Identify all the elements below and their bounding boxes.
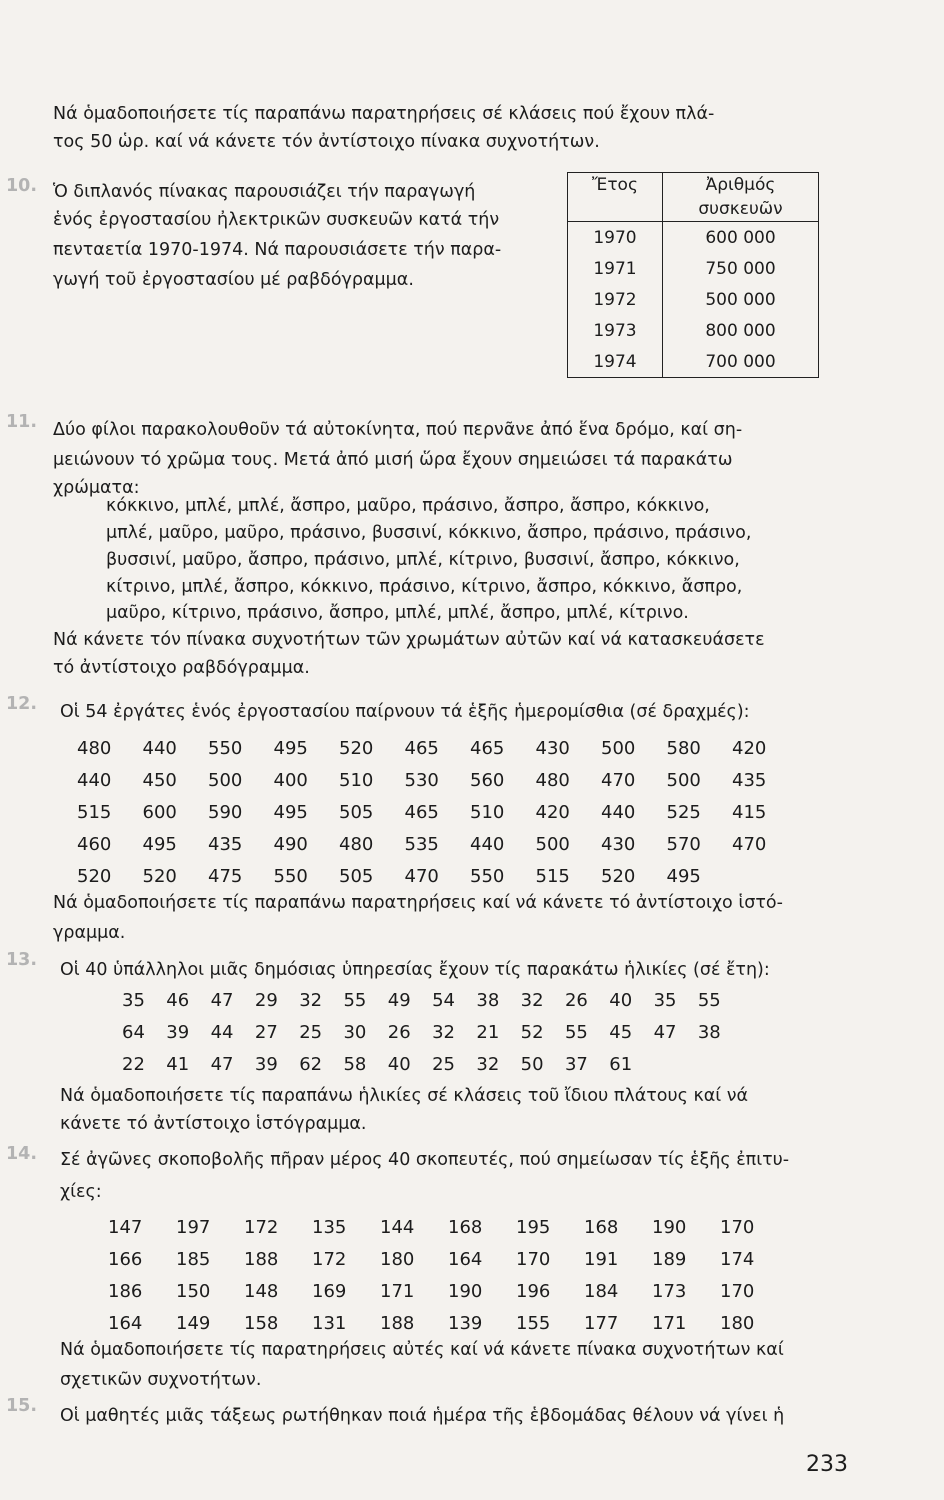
grid-value: 180 xyxy=(720,1313,755,1334)
grid-value: 495 xyxy=(142,834,177,855)
grid-value: 440 xyxy=(142,738,177,759)
grid-value: 475 xyxy=(208,866,243,887)
grid-value: 174 xyxy=(720,1249,755,1270)
table-row: 1974 700 000 xyxy=(568,346,819,378)
grid-value: 32 xyxy=(432,1022,455,1043)
grid-value: 135 xyxy=(312,1217,347,1238)
grid-value: 600 xyxy=(142,802,177,823)
grid-value: 415 xyxy=(732,802,767,823)
grid-value: 148 xyxy=(244,1281,279,1302)
grid-value: 26 xyxy=(387,1022,411,1043)
grid-value: 560 xyxy=(470,770,505,791)
grid-value: 470 xyxy=(404,866,439,887)
grid-row xyxy=(77,765,798,797)
grid-value: 170 xyxy=(720,1281,755,1302)
grid-value: 171 xyxy=(380,1281,415,1302)
color-list-line: κόκκινο, μπλέ, μπλέ, ἄσπρο, μαῦρο, πράσινο, ἄσπρο, ἄσπρο, κόκκινο, xyxy=(106,496,710,516)
exercise-13-number: 13. xyxy=(6,950,38,970)
grid-value: 131 xyxy=(312,1313,347,1334)
grid-value: 172 xyxy=(244,1217,279,1238)
grid-value: 35 xyxy=(122,990,145,1011)
grid-value: 490 xyxy=(273,834,308,855)
grid-value: 400 xyxy=(273,770,308,791)
page-number: 233 xyxy=(806,1452,848,1477)
grid-row xyxy=(108,1276,788,1308)
grid-value: 55 xyxy=(697,990,721,1011)
grid-value: 520 xyxy=(77,866,112,887)
ex11-line-2: μειώνουν τό χρῶμα τους. Μετά ἀπό μισή ὥρα ἔχουν σημειώσει τά παρακάτω xyxy=(53,450,733,470)
grid-value: 450 xyxy=(142,770,177,791)
grid-value: 590 xyxy=(208,802,243,823)
grid-value: 38 xyxy=(476,990,500,1011)
grid-value: 435 xyxy=(208,834,243,855)
ex11-outro-1: Νά κάνετε τόν πίνακα συχνοτήτων τῶν χρωμάτων αὐτῶν καί νά κατασκευάσετε xyxy=(53,630,765,650)
grid-value: 470 xyxy=(732,834,767,855)
grid-value: 39 xyxy=(254,1054,278,1075)
exercise-10-number: 10. xyxy=(6,176,38,196)
grid-value: 25 xyxy=(299,1022,323,1043)
grid-value: 197 xyxy=(176,1217,211,1238)
ex10-line-1: Ὁ διπλανός πίνακας παρουσιάζει τήν παραγωγή xyxy=(53,182,476,202)
grid-value: 520 xyxy=(601,866,636,887)
intro-line-1: Νά ὁμαδοποιήσετε τίς παραπάνω παρατηρήσεις σέ κλάσεις πού ἔχουν πλά- xyxy=(53,104,715,124)
grid-value: 170 xyxy=(720,1217,755,1238)
grid-value: 164 xyxy=(448,1249,483,1270)
ex13-outro-2: κάνετε τό ἀντίστοιχο ἱστόγραμμα. xyxy=(60,1114,367,1134)
grid-value: 550 xyxy=(470,866,505,887)
grid-value: 195 xyxy=(516,1217,551,1238)
exercise-12-number: 12. xyxy=(6,694,38,714)
grid-value: 25 xyxy=(432,1054,455,1075)
grid-value: 55 xyxy=(343,990,367,1011)
grid-value: 22 xyxy=(122,1054,145,1075)
grid-value: 29 xyxy=(254,990,278,1011)
grid-row xyxy=(77,829,798,861)
grid-value: 177 xyxy=(584,1313,619,1334)
grid-value: 191 xyxy=(584,1249,619,1270)
ex10-line-2: ἑνός ἐργοστασίου ἠλεκτρικῶν συσκευῶν κατά τήν xyxy=(53,210,500,230)
grid-value: 465 xyxy=(470,738,505,759)
grid-value: 460 xyxy=(77,834,112,855)
grid-value: 149 xyxy=(176,1313,211,1334)
grid-value: 64 xyxy=(122,1022,145,1043)
grid-value: 38 xyxy=(697,1022,721,1043)
grid-value: 495 xyxy=(273,802,308,823)
ages-grid xyxy=(122,985,742,1081)
grid-value: 495 xyxy=(273,738,308,759)
ex11-outro-2: τό ἀντίστοιχο ραβδόγραμμα. xyxy=(53,658,310,678)
grid-value: 440 xyxy=(77,770,112,791)
grid-row xyxy=(122,1017,742,1049)
grid-value: 580 xyxy=(666,738,701,759)
grid-value: 166 xyxy=(108,1249,143,1270)
grid-value: 150 xyxy=(176,1281,211,1302)
table-row: 1972 500 000 xyxy=(568,284,819,315)
grid-value: 50 xyxy=(520,1054,544,1075)
grid-value: 168 xyxy=(584,1217,619,1238)
grid-value: 430 xyxy=(601,834,636,855)
grid-value: 465 xyxy=(404,738,439,759)
grid-value: 173 xyxy=(652,1281,687,1302)
grid-value: 169 xyxy=(312,1281,347,1302)
color-list-line: κίτρινο, μπλέ, ἄσπρο, κόκκινο, πράσινο, κίτρινο, ἄσπρο, κόκκινο, ἄσπρο, xyxy=(106,577,743,597)
grid-row xyxy=(108,1308,788,1340)
ex12-outro-1: Νά ὁμαδοποιήσετε τίς παραπάνω παρατηρήσεις καί νά κάνετε τό ἀντίστοιχο ἱστό- xyxy=(53,893,783,913)
grid-row xyxy=(108,1212,788,1244)
grid-value: 32 xyxy=(476,1054,500,1075)
grid-value: 155 xyxy=(516,1313,551,1334)
grid-value: 550 xyxy=(273,866,308,887)
grid-value: 168 xyxy=(448,1217,483,1238)
table-header-count-1: Ἀριθμός xyxy=(663,173,819,198)
grid-value: 26 xyxy=(564,990,588,1011)
grid-value: 550 xyxy=(208,738,243,759)
grid-value: 184 xyxy=(584,1281,619,1302)
grid-value: 465 xyxy=(404,802,439,823)
grid-value: 190 xyxy=(652,1217,687,1238)
grid-value: 520 xyxy=(142,866,177,887)
grid-value: 139 xyxy=(448,1313,483,1334)
grid-value: 32 xyxy=(299,990,323,1011)
grid-value: 480 xyxy=(339,834,374,855)
grid-row xyxy=(77,861,798,893)
grid-value: 37 xyxy=(564,1054,588,1075)
grid-value: 435 xyxy=(732,770,767,791)
ex12-intro: Οἱ 54 ἐργάτες ἑνός ἐργοστασίου παίρνουν τά ἑξῆς ἡμερομίσθια (σέ δραχμές): xyxy=(60,702,750,722)
grid-row xyxy=(122,1049,742,1081)
ex13-outro-1: Νά ὁμαδοποιήσετε τίς παραπάνω ἡλικίες σέ κλάσεις τοῦ ἴδιου πλάτους καί νά xyxy=(60,1086,749,1106)
grid-value: 510 xyxy=(339,770,374,791)
grid-value: 495 xyxy=(666,866,701,887)
color-list-line: μπλέ, μαῦρο, μαῦρο, πράσινο, βυσσινί, κόκκινο, ἄσπρο, πράσινο, πράσινο, xyxy=(106,523,752,543)
grid-value: 172 xyxy=(312,1249,347,1270)
grid-value: 27 xyxy=(254,1022,278,1043)
table-header-year: Ἔτος xyxy=(568,173,663,198)
grid-value: 40 xyxy=(387,1054,411,1075)
exercise-15-number: 15. xyxy=(6,1396,38,1416)
grid-value: 185 xyxy=(176,1249,211,1270)
grid-row xyxy=(77,733,798,765)
grid-value: 520 xyxy=(339,738,374,759)
ex14-outro-2: σχετικῶν συχνοτήτων. xyxy=(60,1370,262,1390)
exercise-14-number: 14. xyxy=(6,1144,38,1164)
grid-value: 570 xyxy=(666,834,701,855)
grid-value: 55 xyxy=(564,1022,588,1043)
color-list-line: μαῦρο, κίτρινο, πράσινο, ἄσπρο, μπλέ, μπλέ, ἄσπρο, μπλέ, κίτρινο. xyxy=(106,603,689,623)
table-row: 1971 750 000 xyxy=(568,253,819,284)
grid-value: 47 xyxy=(653,1022,677,1043)
grid-value: 58 xyxy=(343,1054,367,1075)
grid-value: 189 xyxy=(652,1249,687,1270)
table-header-count-2: συσκευῶν xyxy=(663,197,819,222)
grid-value: 30 xyxy=(343,1022,367,1043)
grid-value: 47 xyxy=(210,1054,234,1075)
ex14-intro-1: Σέ ἀγῶνες σκοποβολῆς πῆραν μέρος 40 σκοπευτές, πού σημείωσαν τίς ἑξῆς ἐπιτυ- xyxy=(60,1150,790,1170)
grid-value: 171 xyxy=(652,1313,687,1334)
grid-value: 510 xyxy=(470,802,505,823)
grid-value: 480 xyxy=(77,738,112,759)
ex10-line-4: γωγή τοῦ ἐργοστασίου μέ ραβδόγραμμα. xyxy=(53,270,414,290)
grid-value: 170 xyxy=(516,1249,551,1270)
grid-value: 470 xyxy=(601,770,636,791)
grid-value: 180 xyxy=(380,1249,415,1270)
grid-value: 440 xyxy=(470,834,505,855)
ex11-line-1: Δύο φίλοι παρακολουθοῦν τά αὐτοκίνητα, πού περνᾶνε ἀπό ἕνα δρόμο, καί ση- xyxy=(53,420,743,440)
grid-value: 500 xyxy=(601,738,636,759)
grid-value: 45 xyxy=(609,1022,633,1043)
grid-value: 196 xyxy=(516,1281,551,1302)
grid-value: 47 xyxy=(210,990,234,1011)
grid-value: 158 xyxy=(244,1313,279,1334)
grid-value: 515 xyxy=(535,866,570,887)
grid-value: 52 xyxy=(520,1022,544,1043)
grid-value: 420 xyxy=(732,738,767,759)
color-list-line: βυσσινί, μαῦρο, ἄσπρο, πράσινο, μπλέ, κίτρινο, βυσσινί, ἄσπρο, κόκκινο, xyxy=(106,550,740,570)
grid-value: 500 xyxy=(535,834,570,855)
grid-value: 35 xyxy=(653,990,677,1011)
ex13-intro: Οἱ 40 ὑπάλληλοι μιᾶς δημόσιας ὑπηρεσίας ἔχουν τίς παρακάτω ἡλικίες (σέ ἔτη): xyxy=(60,960,770,980)
grid-value: 440 xyxy=(601,802,636,823)
ex10-line-3: πενταετία 1970-1974. Νά παρουσιάσετε τήν παρα- xyxy=(53,240,502,260)
grid-value: 49 xyxy=(387,990,411,1011)
grid-value: 525 xyxy=(666,802,701,823)
grid-value: 62 xyxy=(299,1054,323,1075)
grid-value: 164 xyxy=(108,1313,143,1334)
grid-value: 190 xyxy=(448,1281,483,1302)
grid-row xyxy=(122,985,742,1017)
ex15-line: Οἱ μαθητές μιᾶς τάξεως ρωτήθηκαν ποιά ἡμέρα τῆς ἑβδομάδας θέλουν νά γίνει ἡ xyxy=(60,1406,785,1426)
grid-row xyxy=(108,1244,788,1276)
grid-value: 480 xyxy=(535,770,570,791)
grid-value: 505 xyxy=(339,866,374,887)
grid-value: 420 xyxy=(535,802,570,823)
grid-value: 188 xyxy=(244,1249,279,1270)
grid-value: 54 xyxy=(432,990,455,1011)
grid-value: 505 xyxy=(339,802,374,823)
ex11-line-3: χρώματα: xyxy=(53,478,140,498)
ex14-intro-2: χίες: xyxy=(60,1182,102,1202)
shooting-scores-grid xyxy=(108,1212,788,1340)
table-row: 1973 800 000 xyxy=(568,315,819,346)
ex14-outro-1: Νά ὁμαδοποιήσετε τίς παρατηρήσεις αὐτές καί νά κάνετε πίνακα συχνοτήτων καί xyxy=(60,1340,784,1360)
intro-line-2: τος 50 ὡρ. καί νά κάνετε τόν ἀντίστοιχο πίνακα συχνοτήτων. xyxy=(53,132,600,152)
wages-grid xyxy=(77,733,798,893)
grid-value: 530 xyxy=(404,770,439,791)
grid-value: 430 xyxy=(535,738,570,759)
grid-value: 44 xyxy=(210,1022,234,1043)
ex12-outro-2: γραμμα. xyxy=(53,923,126,943)
grid-value: 46 xyxy=(166,990,190,1011)
production-table xyxy=(567,172,819,378)
grid-value: 21 xyxy=(476,1022,500,1043)
grid-value: 39 xyxy=(166,1022,190,1043)
grid-value: 61 xyxy=(609,1054,633,1075)
grid-row xyxy=(77,797,798,829)
grid-value: 188 xyxy=(380,1313,415,1334)
grid-value: 40 xyxy=(609,990,633,1011)
grid-value: 144 xyxy=(380,1217,415,1238)
grid-value: 41 xyxy=(166,1054,190,1075)
table-row: 1970 600 000 xyxy=(568,222,819,254)
grid-value: 515 xyxy=(77,802,112,823)
grid-value: 500 xyxy=(208,770,243,791)
grid-value: 32 xyxy=(520,990,544,1011)
exercise-11-number: 11. xyxy=(6,412,38,432)
grid-value: 500 xyxy=(666,770,701,791)
grid-value: 147 xyxy=(108,1217,143,1238)
grid-value: 535 xyxy=(404,834,439,855)
grid-value: 186 xyxy=(108,1281,143,1302)
